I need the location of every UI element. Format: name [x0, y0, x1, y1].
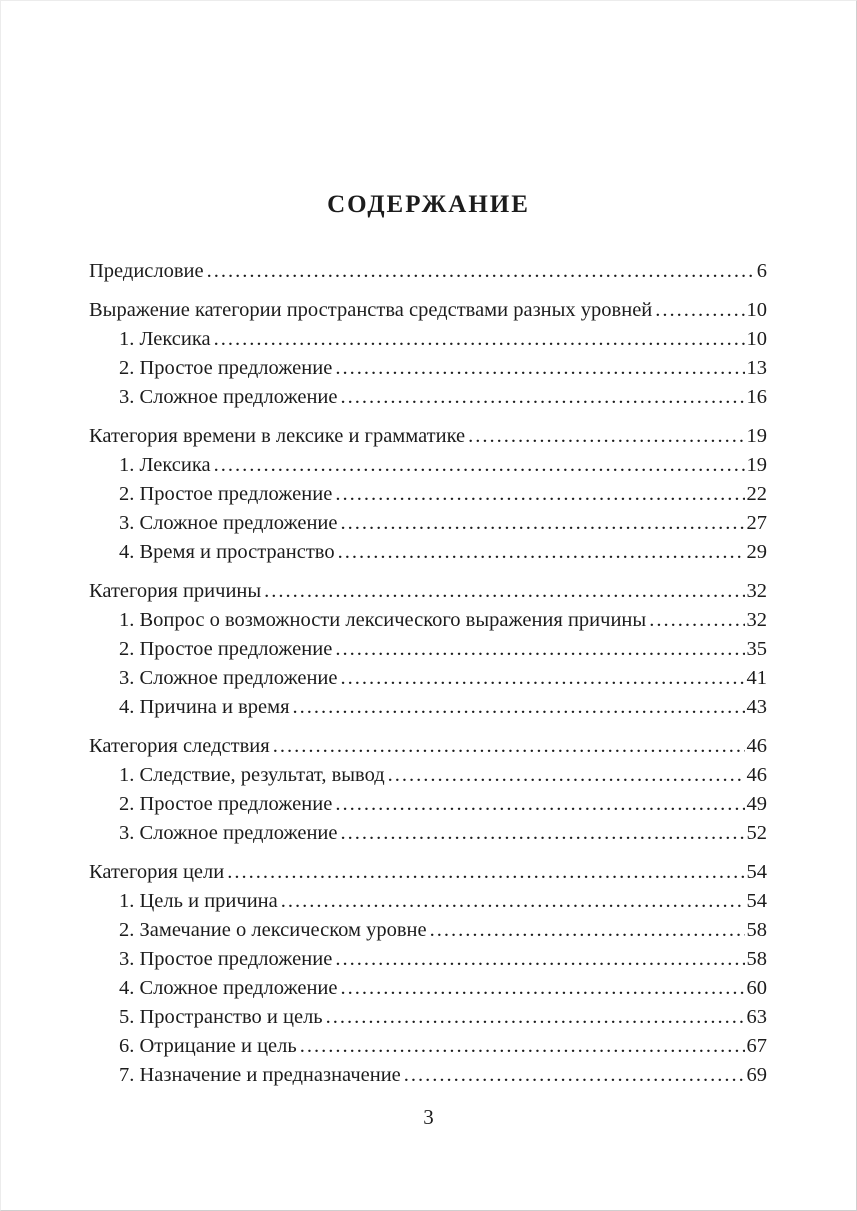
toc-entry-page: 13: [746, 357, 767, 379]
toc-entry-page: 46: [746, 764, 767, 786]
toc-entry-label: Категория причины: [89, 580, 262, 602]
toc-section: [89, 296, 767, 412]
toc-dot-leader: [655, 296, 744, 325]
toc-entry-page: 63: [746, 1006, 767, 1028]
toc-entry-page: 16: [746, 386, 767, 408]
toc-dot-leader: [335, 635, 744, 664]
toc-entry-label: 7. Назначение и предназначение: [119, 1064, 401, 1086]
toc-entry-page: 43: [746, 696, 767, 718]
toc-entry-label: Выражение категории пространства средствами разных уровней: [89, 299, 653, 321]
toc-entry-label: 3. Сложное предложение: [119, 667, 338, 689]
toc-entry-label: 4. Сложное предложение: [119, 977, 338, 999]
toc-entry-page: 60: [746, 977, 767, 999]
toc-entry-label: 6. Отрицание и цель: [119, 1035, 297, 1057]
toc-entry-label: 1. Цель и причина: [119, 890, 278, 912]
toc-entry-page: 19: [746, 454, 767, 476]
toc-entry-page: 29: [746, 541, 767, 563]
toc-entry-page: 58: [746, 919, 767, 941]
toc-entry: [89, 480, 767, 509]
toc-entry: [89, 664, 767, 693]
toc-entry-label: 3. Сложное предложение: [119, 822, 338, 844]
toc-section: [89, 858, 767, 1090]
toc-dot-leader: [207, 257, 755, 286]
toc-entry: [89, 325, 767, 354]
toc-entry: [89, 790, 767, 819]
toc-dot-leader: [273, 732, 745, 761]
toc-entry: [89, 732, 767, 761]
toc-entry-label: 2. Простое предложение: [119, 638, 333, 660]
toc-entry-label: 4. Причина и время: [119, 696, 290, 718]
toc-entry: [89, 422, 767, 451]
toc-dot-leader: [264, 577, 744, 606]
toc-entry: [89, 383, 767, 412]
toc-entry-label: 2. Простое предложение: [119, 357, 333, 379]
toc-entry: [89, 1061, 767, 1090]
toc-entry-label: 2. Простое предложение: [119, 483, 333, 505]
toc-entry-page: 27: [746, 512, 767, 534]
toc-entry-label: 2. Простое предложение: [119, 793, 333, 815]
toc-entry-label: Категория времени в лексике и грамматике: [89, 425, 466, 447]
toc-entry: [89, 354, 767, 383]
toc-entry-page: 32: [746, 609, 767, 631]
toc-dot-leader: [340, 664, 744, 693]
toc-entry-label: 3. Сложное предложение: [119, 512, 338, 534]
toc-section: [89, 732, 767, 848]
toc-entry-page: 54: [746, 890, 767, 912]
toc-entry-page: 6: [756, 260, 767, 282]
toc-entry-label: 1. Следствие, результат, вывод: [119, 764, 385, 786]
toc-dot-leader: [430, 916, 745, 945]
toc-entry-page: 10: [746, 299, 767, 321]
toc-entry: [89, 606, 767, 635]
toc-section: [89, 577, 767, 722]
page-title: СОДЕРЖАНИЕ: [327, 191, 530, 218]
toc-dot-leader: [404, 1061, 745, 1090]
toc-entry: [89, 1032, 767, 1061]
toc-entry-label: 1. Лексика: [119, 454, 211, 476]
toc-entry-page: 22: [746, 483, 767, 505]
toc-entry: [89, 819, 767, 848]
toc-entry-page: 19: [746, 425, 767, 447]
toc-dot-leader: [335, 790, 744, 819]
toc-entry: [89, 761, 767, 790]
toc-dot-leader: [340, 974, 744, 1003]
toc-dot-leader: [326, 1003, 745, 1032]
toc-entry-page: 49: [746, 793, 767, 815]
toc-entry: [89, 577, 767, 606]
toc-entry-page: 58: [746, 948, 767, 970]
table-of-contents: [89, 257, 767, 1090]
toc-entry-label: 1. Вопрос о возможности лексического выражения причины: [119, 609, 647, 631]
toc-entry: [89, 916, 767, 945]
toc-dot-leader: [214, 325, 745, 354]
toc-section: [89, 257, 767, 286]
toc-entry: [89, 538, 767, 567]
toc-section: [89, 422, 767, 567]
toc-dot-leader: [227, 858, 744, 887]
toc-entry: [89, 945, 767, 974]
toc-entry-label: 1. Лексика: [119, 328, 211, 350]
toc-entry-page: 69: [746, 1064, 767, 1086]
toc-dot-leader: [468, 422, 744, 451]
toc-entry-label: Категория следствия: [89, 735, 270, 757]
toc-entry-page: 32: [746, 580, 767, 602]
toc-entry: [89, 974, 767, 1003]
toc-entry-label: 5. Пространство и цель: [119, 1006, 323, 1028]
toc-entry: [89, 451, 767, 480]
toc-entry-page: 54: [746, 861, 767, 883]
page-number: 3: [423, 1105, 434, 1129]
toc-entry-label: 3. Простое предложение: [119, 948, 333, 970]
toc-dot-leader: [388, 761, 745, 790]
toc-entry-label: Категория цели: [89, 861, 225, 883]
toc-entry: [89, 693, 767, 722]
toc-entry-page: 10: [746, 328, 767, 350]
toc-dot-leader: [281, 887, 745, 916]
toc-entry-label: 3. Сложное предложение: [119, 386, 338, 408]
toc-entry: [89, 257, 767, 286]
toc-entry: [89, 858, 767, 887]
toc-dot-leader: [338, 538, 745, 567]
toc-entry: [89, 887, 767, 916]
toc-entry-label: 2. Замечание о лексическом уровне: [119, 919, 427, 941]
toc-dot-leader: [300, 1032, 745, 1061]
toc-entry: [89, 1003, 767, 1032]
toc-dot-leader: [340, 509, 744, 538]
toc-entry-page: 41: [746, 667, 767, 689]
toc-entry-label: 4. Время и пространство: [119, 541, 335, 563]
toc-entry-page: 67: [746, 1035, 767, 1057]
toc-entry-page: 35: [746, 638, 767, 660]
toc-dot-leader: [340, 383, 744, 412]
toc-dot-leader: [335, 945, 744, 974]
toc-dot-leader: [649, 606, 744, 635]
toc-dot-leader: [335, 480, 744, 509]
toc-entry-label: Предисловие: [89, 260, 204, 282]
toc-entry-page: 52: [746, 822, 767, 844]
toc-entry: [89, 509, 767, 538]
toc-dot-leader: [340, 819, 744, 848]
toc-dot-leader: [335, 354, 744, 383]
toc-entry: [89, 296, 767, 325]
toc-dot-leader: [214, 451, 745, 480]
toc-dot-leader: [293, 693, 745, 722]
toc-entry-page: 46: [746, 735, 767, 757]
toc-entry: [89, 635, 767, 664]
